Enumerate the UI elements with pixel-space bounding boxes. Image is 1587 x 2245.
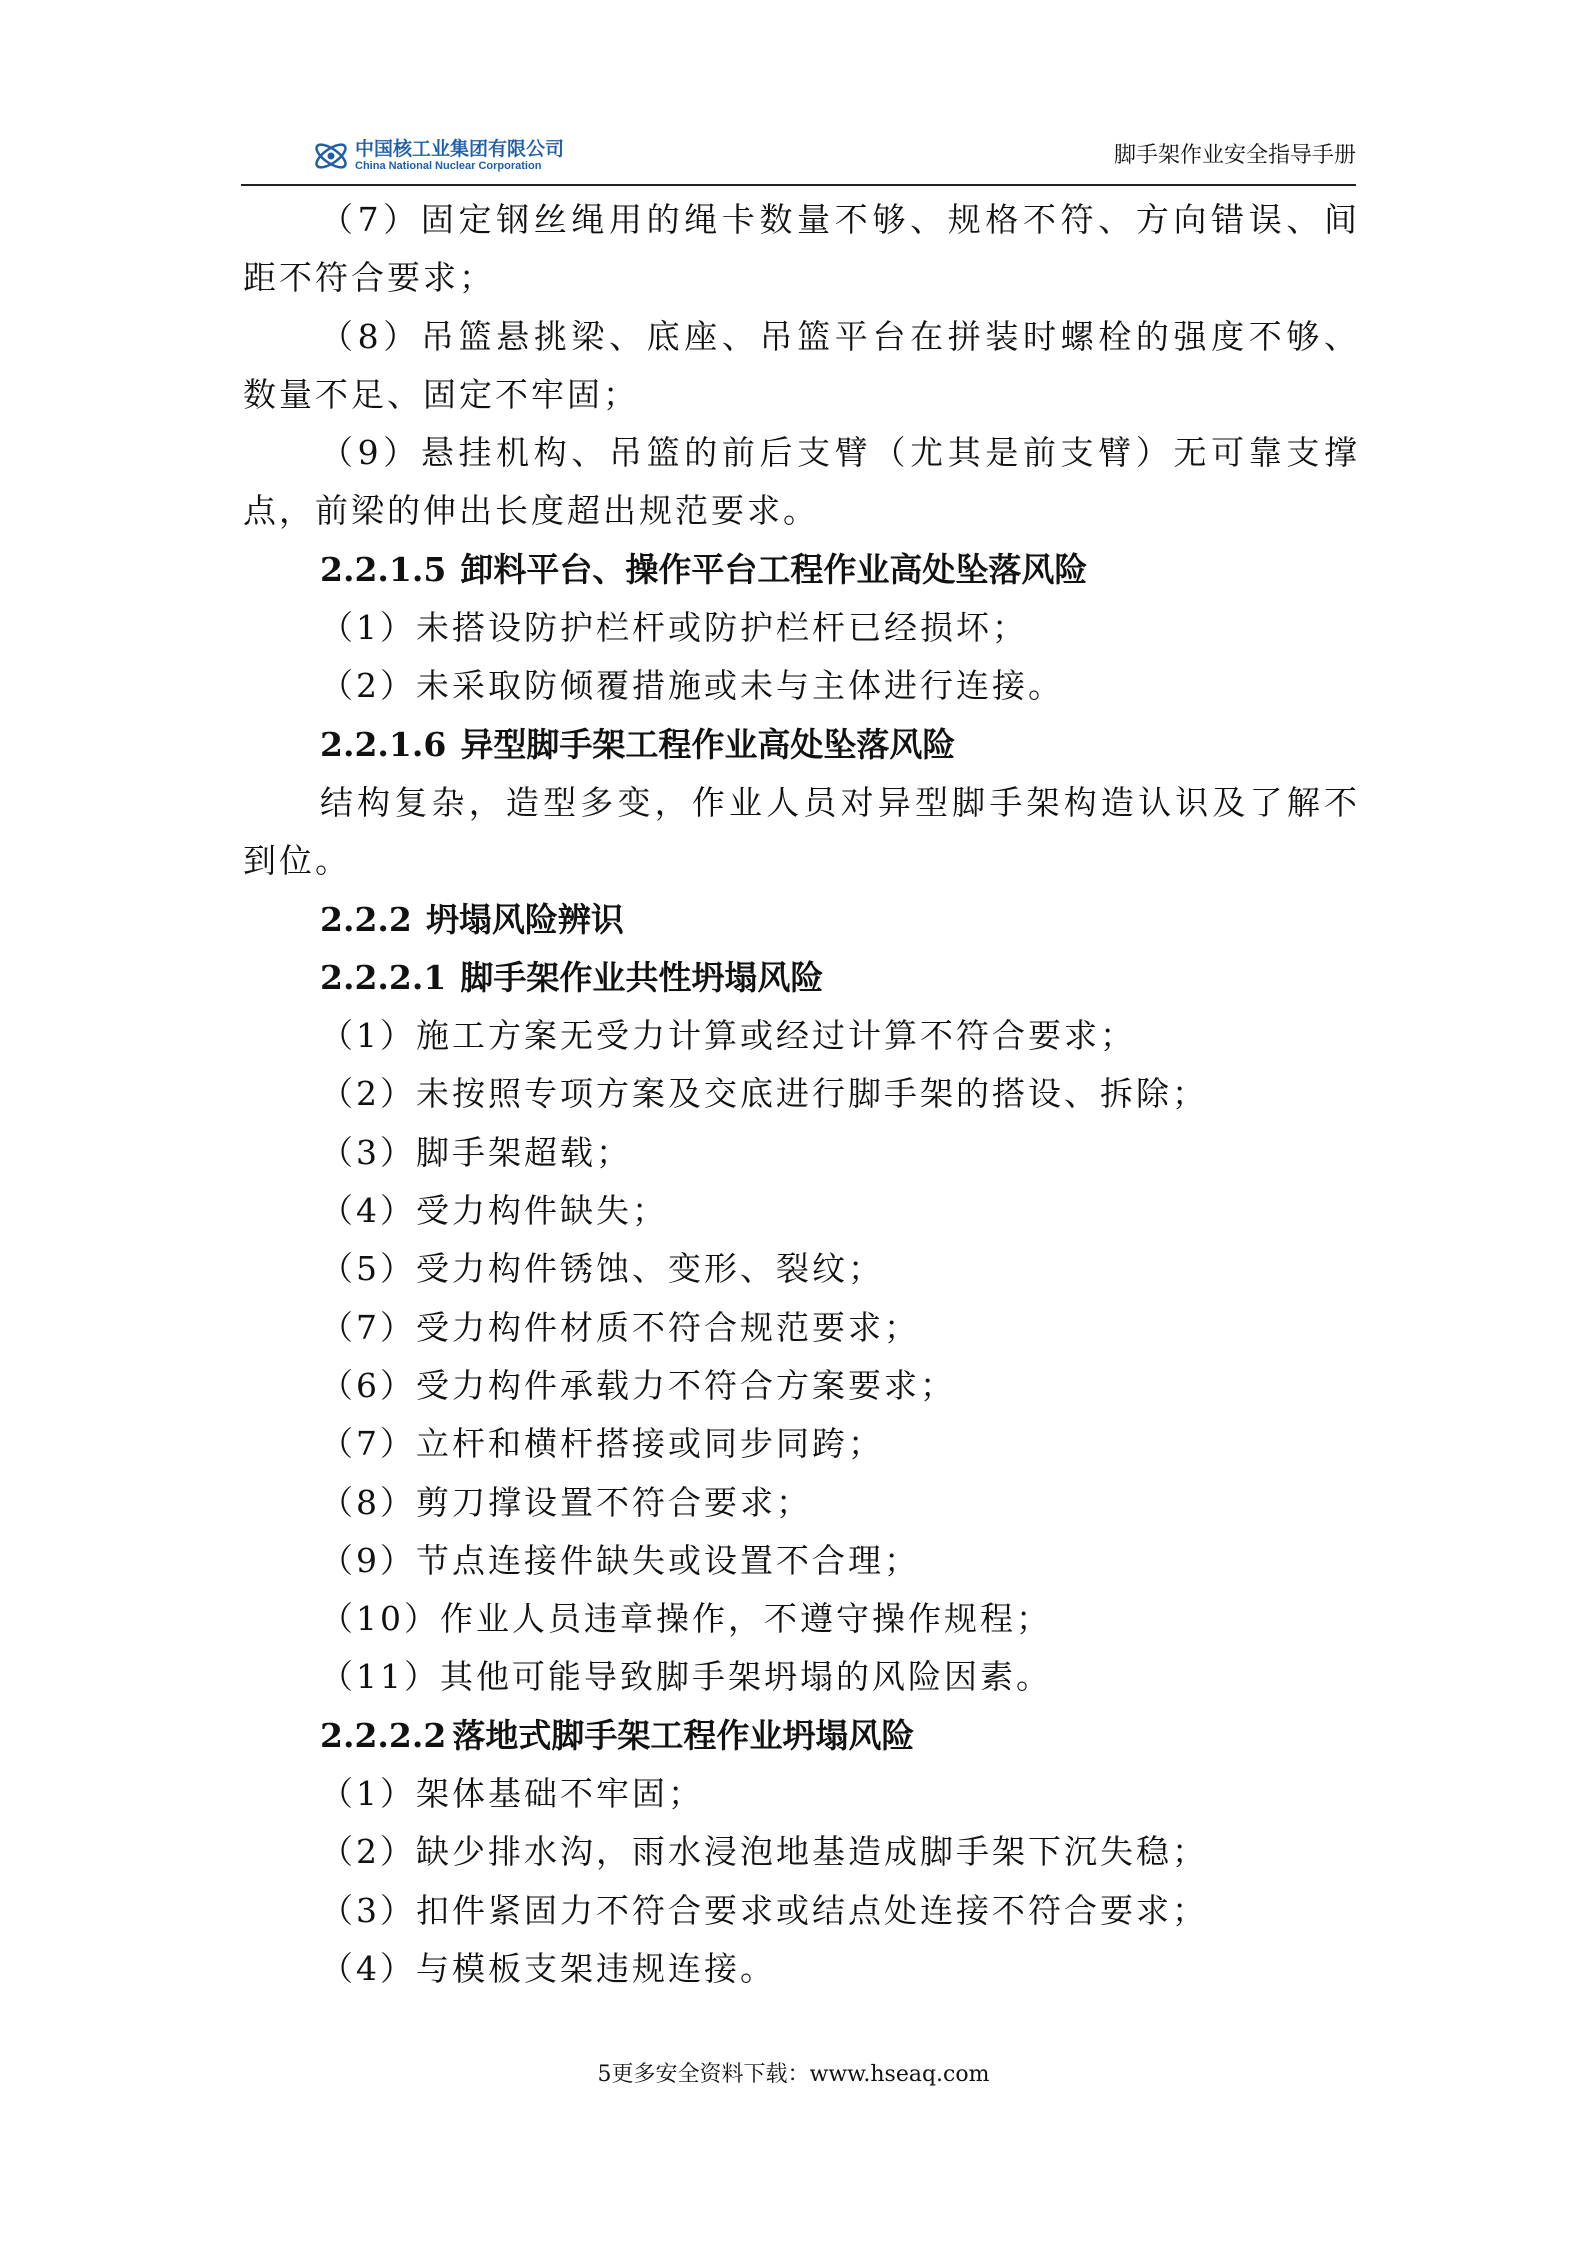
page-footer [0,2057,1587,2088]
list-item: （3）扣件紧固力不符合要求或结点处连接不符合要求； [320,1890,1208,1930]
company-logo [311,136,564,176]
list-item: （9）节点连接件缺失或设置不合理； [320,1540,920,1580]
list-item: （2）未按照专项方案及交底进行脚手架的搭设、拆除； [320,1074,1208,1114]
list-item: （2）未采取防倾覆措施或未与主体进行连接。 [320,666,1064,706]
page-header [241,128,1356,186]
list-item: （1）架体基础不牢固； [320,1774,704,1814]
paragraph-line: 到位。 [243,841,351,881]
paragraph-line: 结构复杂，造型多变，作业人员对异型脚手架构造认识及了解不 [320,782,1357,822]
cnnc-logo-icon [311,136,351,176]
paragraph-line: 数量不足、固定不牢固； [243,374,639,414]
paragraph-line: （8）吊篮悬挑梁、底座、吊篮平台在拼装时螺栓的强度不够、 [320,316,1357,356]
paragraph-line: （9）悬挂机构、吊篮的前后支臂（尤其是前支臂）无可靠支撑 [320,433,1357,473]
section-number: 2.2.2.1 [320,957,447,997]
section-title: 坍塌风险辨识 [425,899,624,939]
document-body [243,191,1357,1998]
section-number: 2.2.1.6 [320,724,447,764]
section-title: 落地式脚手架工程作业坍塌风险 [452,1715,915,1755]
list-item: （4）受力构件缺失； [320,1191,668,1231]
section-heading-2-2-2-2 [243,1707,1357,1765]
section-number: 2.2.2.2 [320,1715,447,1755]
manual-title: 脚手架作业安全指导手册 [1113,143,1356,168]
section-heading-2-2-2-1 [243,949,1357,1007]
paragraph-line: 点，前梁的伸出长度超出规范要求。 [243,491,819,531]
list-item: （2）缺少排水沟，雨水浸泡地基造成脚手架下沉失稳； [320,1832,1208,1872]
section-heading-2-2-1-5 [243,541,1357,599]
section-heading-2-2-2 [243,891,1357,949]
list-item: （6）受力构件承载力不符合方案要求； [320,1365,956,1405]
list-item: （7）立杆和横杆搭接或同步同跨； [320,1424,884,1464]
list-item: （10）作业人员违章操作，不遵守操作规程； [320,1599,1052,1639]
company-name-cn: 中国核工业集团有限公司 [355,138,565,160]
paragraph-line: （7）固定钢丝绳用的绳卡数量不够、规格不符、方向错误、间 [320,200,1357,239]
list-item: （4）与模板支架违规连接。 [320,1948,776,1988]
list-item: （1）施工方案无受力计算或经过计算不符合要求； [320,1016,1136,1056]
download-link-text: 更多安全资料下载：www.hseaq.com [611,2062,990,2087]
list-item: （11）其他可能导致脚手架坍塌的风险因素。 [320,1657,1052,1697]
logo-text [355,140,564,172]
section-number: 2.2.2 [320,899,412,939]
page-number: 5 [597,2062,612,2087]
section-title: 卸料平台、操作平台工程作业高处坠落风险 [460,549,1088,589]
list-item: （8）剪刀撑设置不符合要求； [320,1482,812,1522]
company-name-en: China National Nuclear Corporation [355,160,542,172]
section-number: 2.2.1.5 [320,549,447,589]
list-item: （7）受力构件材质不符合规范要求； [320,1307,920,1347]
list-item: （5）受力构件锈蚀、变形、裂纹； [320,1249,884,1289]
section-title: 异型脚手架工程作业高处坠落风险 [460,724,956,764]
list-item: （3）脚手架超载； [320,1132,632,1172]
paragraph-line: 距不符合要求； [243,258,495,298]
section-heading-2-2-1-6 [243,716,1357,774]
list-item: （1）未搭设防护栏杆或防护栏杆已经损坏； [320,608,1028,648]
section-title: 脚手架作业共性坍塌风险 [460,957,824,997]
